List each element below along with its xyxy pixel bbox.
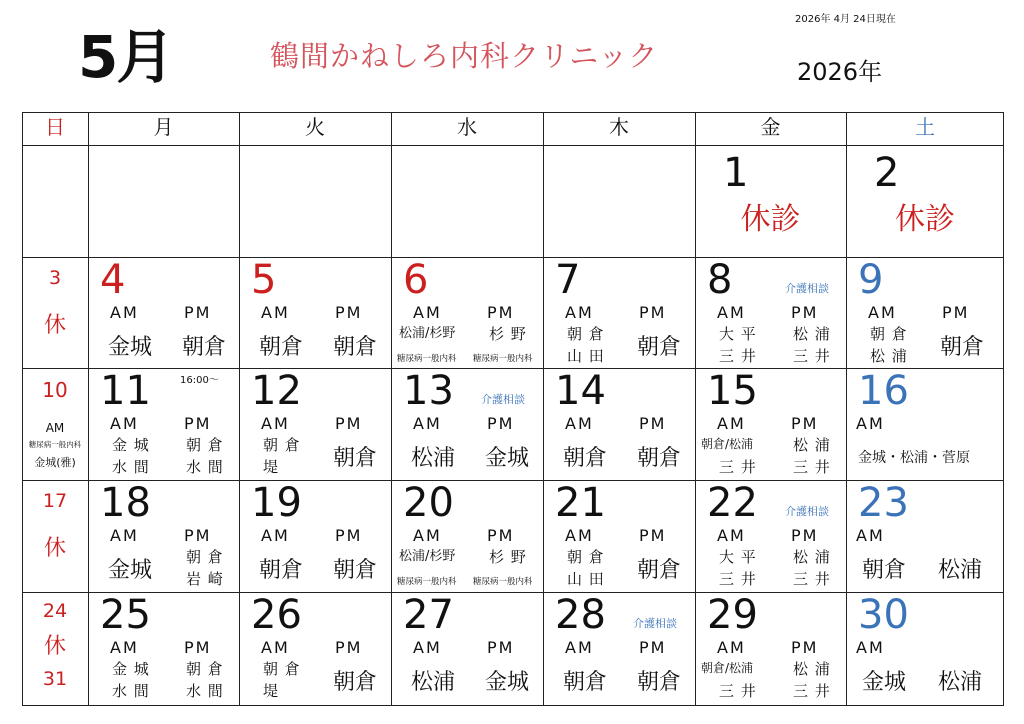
weekday-header-cell — [543, 112, 695, 145]
am-label: AM — [856, 414, 885, 433]
am-doctor: 朝 倉 — [567, 325, 605, 343]
specialty-note: 糖尿病一般内科 — [473, 577, 533, 587]
day-number: 23 — [858, 480, 909, 526]
am-doctor: 松 浦 — [870, 347, 908, 365]
am-label: AM — [413, 414, 442, 433]
weekday-label: 火 — [305, 115, 325, 139]
am-label: AM — [856, 526, 885, 545]
day-cell — [239, 257, 391, 368]
pm-doctor: 松 浦 — [793, 548, 831, 566]
pm-label: PM — [184, 414, 212, 433]
pm-doctor: 松 浦 — [793, 325, 831, 343]
am-doctor: 松浦 — [411, 446, 456, 471]
day-cell — [391, 592, 543, 706]
am-doctor: 朝倉 — [563, 446, 608, 471]
day-number: 25 — [100, 592, 151, 638]
am-doctor: 金城 — [108, 335, 153, 360]
am-label: AM — [110, 303, 139, 322]
am-doctor: 堤 — [263, 682, 280, 700]
am-doctor: 朝 倉 — [870, 325, 908, 343]
weekday-header-cell — [846, 112, 1004, 145]
specialty-note: 糖尿病一般内科 — [397, 354, 457, 364]
pm-label: PM — [791, 638, 819, 657]
month-title: 5月 — [78, 23, 173, 91]
pm-doctor: 金城 — [485, 670, 530, 695]
am-doctor: 水 間 — [112, 682, 150, 700]
am-label: AM — [110, 526, 139, 545]
day-number: 4 — [100, 257, 126, 303]
am-doctor: 松浦 — [938, 670, 983, 695]
clinic-name: 鶴間かねしろ内科クリニック — [270, 39, 659, 73]
day-cell — [543, 480, 695, 592]
day-cell — [239, 480, 391, 592]
day-number: 29 — [707, 592, 758, 638]
sunday-cell — [22, 257, 88, 368]
day-number: 30 — [858, 592, 909, 638]
pm-label: PM — [335, 638, 363, 657]
pm-doctor: 杉 野 — [489, 325, 527, 343]
day-number: 21 — [555, 480, 606, 526]
day-number: 22 — [707, 480, 758, 526]
day-number: 19 — [251, 480, 302, 526]
am-doctor: 大 平 — [719, 548, 757, 566]
am-doctor: 山 田 — [567, 347, 605, 365]
am-doctor: 朝 倉 — [263, 436, 301, 454]
pm-label: PM — [639, 638, 667, 657]
am-doctor: 朝倉 — [862, 558, 907, 583]
pm-doctor: 三 井 — [793, 682, 831, 700]
weekday-label: 金 — [760, 115, 781, 139]
sunday-date: 10 — [42, 378, 68, 402]
weekday-header-cell — [22, 112, 88, 145]
weekday-label: 日 — [45, 115, 65, 139]
am-doctor: 三 井 — [719, 347, 757, 365]
pm-doctor: 三 井 — [793, 347, 831, 365]
sunday-closed-mark: 休 — [43, 634, 66, 659]
am-doctor: 山 田 — [567, 570, 605, 588]
pm-doctor: 水 間 — [186, 458, 224, 476]
day-cell — [846, 368, 1004, 480]
sunday-doctor: 金城(雅) — [34, 456, 76, 469]
care-consultation-label: 介護相談 — [481, 393, 525, 406]
pm-label: PM — [184, 303, 212, 322]
am-doctor: 松浦 — [938, 558, 983, 583]
pm-label: PM — [791, 526, 819, 545]
closed-label: 休診 — [740, 202, 801, 237]
pm-label: PM — [184, 526, 212, 545]
pm-label: PM — [487, 526, 515, 545]
am-doctor: 朝倉 — [259, 335, 304, 360]
day-number: 27 — [403, 592, 454, 638]
day-number: 26 — [251, 592, 302, 638]
day-cell — [695, 592, 846, 706]
pm-label: PM — [639, 526, 667, 545]
pm-label: PM — [335, 526, 363, 545]
pm-label: PM — [639, 414, 667, 433]
pm-doctor: 朝倉 — [333, 335, 378, 360]
am-doctor: 金城 — [862, 670, 907, 695]
am-label: AM — [261, 414, 290, 433]
day-number: 28 — [555, 592, 606, 638]
day-cell — [543, 368, 695, 480]
am-doctor: 三 井 — [719, 570, 757, 588]
day-number: 2 — [874, 150, 900, 196]
am-label: AM — [413, 303, 442, 322]
am-doctor: 朝倉 — [259, 558, 304, 583]
care-consultation-label: 介護相談 — [785, 505, 829, 518]
am-label: AM — [261, 303, 290, 322]
day-number: 13 — [403, 368, 454, 414]
pm-doctor: 金城 — [485, 446, 530, 471]
weekday-header-cell — [88, 112, 239, 145]
pm-doctor: 三 井 — [793, 570, 831, 588]
weekday-header-cell — [391, 112, 543, 145]
sunday-date: 17 — [42, 490, 68, 512]
sunday-closed-mark: 休 — [43, 313, 66, 338]
weekday-label: 月 — [153, 115, 174, 139]
am-label: AM — [868, 303, 897, 322]
am-doctor: 朝倉/松浦 — [701, 437, 754, 451]
pm-label: PM — [487, 303, 515, 322]
sunday-date: 31 — [42, 668, 68, 690]
sunday-cell — [22, 145, 88, 257]
pm-label: PM — [791, 414, 819, 433]
am-doctor: 朝倉 — [563, 670, 608, 695]
day-cell — [846, 257, 1004, 368]
pm-doctor: 朝倉 — [333, 558, 378, 583]
pm-label: PM — [184, 638, 212, 657]
pm-doctor: 朝 倉 — [186, 436, 224, 454]
sunday-cell — [22, 480, 88, 592]
pm-doctor: 朝倉 — [637, 558, 682, 583]
pm-doctor: 朝 倉 — [186, 660, 224, 678]
pm-doctor: 朝倉 — [182, 335, 227, 360]
day-cell — [695, 480, 846, 592]
day-cell — [695, 368, 846, 480]
care-consultation-label: 介護相談 — [633, 617, 677, 630]
day-cell — [391, 257, 543, 368]
pm-label: PM — [335, 414, 363, 433]
weekday-label: 土 — [915, 115, 935, 139]
am-doctor: 大 平 — [719, 325, 757, 343]
time-note: 16:00～ — [180, 375, 219, 386]
day-number: 16 — [858, 368, 909, 414]
pm-doctor: 松 浦 — [793, 660, 831, 678]
am-doctor: 朝 倉 — [567, 548, 605, 566]
am-label: AM — [717, 526, 746, 545]
pm-doctor: 三 井 — [793, 458, 831, 476]
care-consultation-label: 介護相談 — [785, 282, 829, 295]
pm-label: PM — [639, 303, 667, 322]
am-doctor: 水 間 — [112, 458, 150, 476]
sunday-cell — [22, 368, 88, 480]
pm-doctor: 杉 野 — [489, 548, 527, 566]
am-label: AM — [856, 638, 885, 657]
pm-doctor: 朝倉 — [637, 670, 682, 695]
pm-label: PM — [487, 414, 515, 433]
day-number: 5 — [251, 257, 277, 303]
am-label: AM — [110, 414, 139, 433]
day-number: 15 — [707, 368, 758, 414]
am-label: AM — [565, 526, 594, 545]
day-cell — [695, 145, 846, 257]
day-cell — [88, 480, 239, 592]
pm-label: PM — [791, 303, 819, 322]
calendar-grid — [22, 112, 1004, 706]
day-cell — [88, 257, 239, 368]
day-cell — [543, 145, 695, 257]
day-cell — [543, 592, 695, 706]
am-doctor: 松浦/杉野 — [399, 549, 456, 564]
am-label: AM — [565, 303, 594, 322]
sunday-closed-mark: 休 — [43, 536, 66, 561]
weekday-label: 木 — [609, 115, 629, 139]
pm-doctor: 朝倉 — [637, 446, 682, 471]
sunday-cell — [22, 592, 88, 706]
sunday-date: 24 — [42, 600, 68, 622]
day-number: 7 — [555, 257, 581, 303]
day-cell — [239, 368, 391, 480]
day-cell — [88, 145, 239, 257]
am-doctor: 三 井 — [719, 682, 757, 700]
day-cell — [239, 592, 391, 706]
am-label: AM — [565, 638, 594, 657]
am-doctor: 松浦 — [411, 670, 456, 695]
day-cell — [239, 145, 391, 257]
day-cell — [695, 257, 846, 368]
day-number: 6 — [403, 257, 429, 303]
am-label: AM — [413, 526, 442, 545]
pm-doctor: 朝倉 — [333, 670, 378, 695]
am-label: AM — [261, 638, 290, 657]
pm-doctor: 松 浦 — [793, 436, 831, 454]
am-doctor: 堤 — [263, 458, 280, 476]
day-cell — [846, 480, 1004, 592]
am-doctor: 朝 倉 — [263, 660, 301, 678]
am-doctor: 三 井 — [719, 458, 757, 476]
pm-label: PM — [335, 303, 363, 322]
pm-doctor: 朝倉 — [940, 335, 985, 360]
year-label: 2026年 — [797, 58, 883, 86]
pm-doctor: 水 間 — [186, 682, 224, 700]
am-doctor: 朝倉/松浦 — [701, 661, 754, 675]
am-label: AM — [413, 638, 442, 657]
day-number: 1 — [723, 150, 749, 196]
day-cell — [88, 368, 239, 480]
closed-label: 休診 — [895, 202, 955, 237]
day-cell — [391, 368, 543, 480]
am-doctor: 松浦/杉野 — [399, 326, 456, 341]
am-doctor: 金 城 — [112, 660, 150, 678]
am-doctor: 金 城 — [112, 436, 150, 454]
day-number: 18 — [100, 480, 151, 526]
pm-doctor: 朝倉 — [333, 446, 378, 471]
as-of-date: 2026年 4月 24日現在 — [795, 14, 896, 25]
day-cell — [88, 592, 239, 706]
day-cell — [543, 257, 695, 368]
am-doctors: 金城・松浦・菅原 — [858, 450, 970, 466]
day-cell — [846, 592, 1004, 706]
day-cell — [391, 480, 543, 592]
specialty-note: 糖尿病一般内科 — [397, 577, 457, 587]
day-number: 9 — [858, 257, 884, 303]
day-number: 12 — [251, 368, 302, 414]
specialty-note: 糖尿病一般内科 — [473, 354, 533, 364]
am-label: AM — [717, 303, 746, 322]
am-label: AM — [565, 414, 594, 433]
am-label: AM — [261, 526, 290, 545]
pm-doctor: 岩 崎 — [186, 570, 224, 588]
sunday-note: 糖尿病一般内科 — [28, 440, 82, 449]
am-label: AM — [717, 638, 746, 657]
pm-doctor: 朝倉 — [637, 335, 682, 360]
pm-label: PM — [942, 303, 970, 322]
weekday-label: 水 — [457, 115, 477, 139]
day-cell — [391, 145, 543, 257]
weekday-header-cell — [695, 112, 846, 145]
am-label: AM — [110, 638, 139, 657]
sunday-am-label: AM — [45, 421, 65, 435]
weekday-header-cell — [239, 112, 391, 145]
day-cell — [846, 145, 1004, 257]
day-number: 20 — [403, 480, 454, 526]
day-number: 8 — [707, 257, 733, 303]
pm-label: PM — [487, 638, 515, 657]
am-doctor: 金城 — [108, 558, 153, 583]
pm-doctor: 朝 倉 — [186, 548, 224, 566]
day-number: 14 — [555, 368, 606, 414]
sunday-date: 3 — [48, 267, 62, 289]
am-label: AM — [717, 414, 746, 433]
day-number: 11 — [100, 368, 151, 414]
